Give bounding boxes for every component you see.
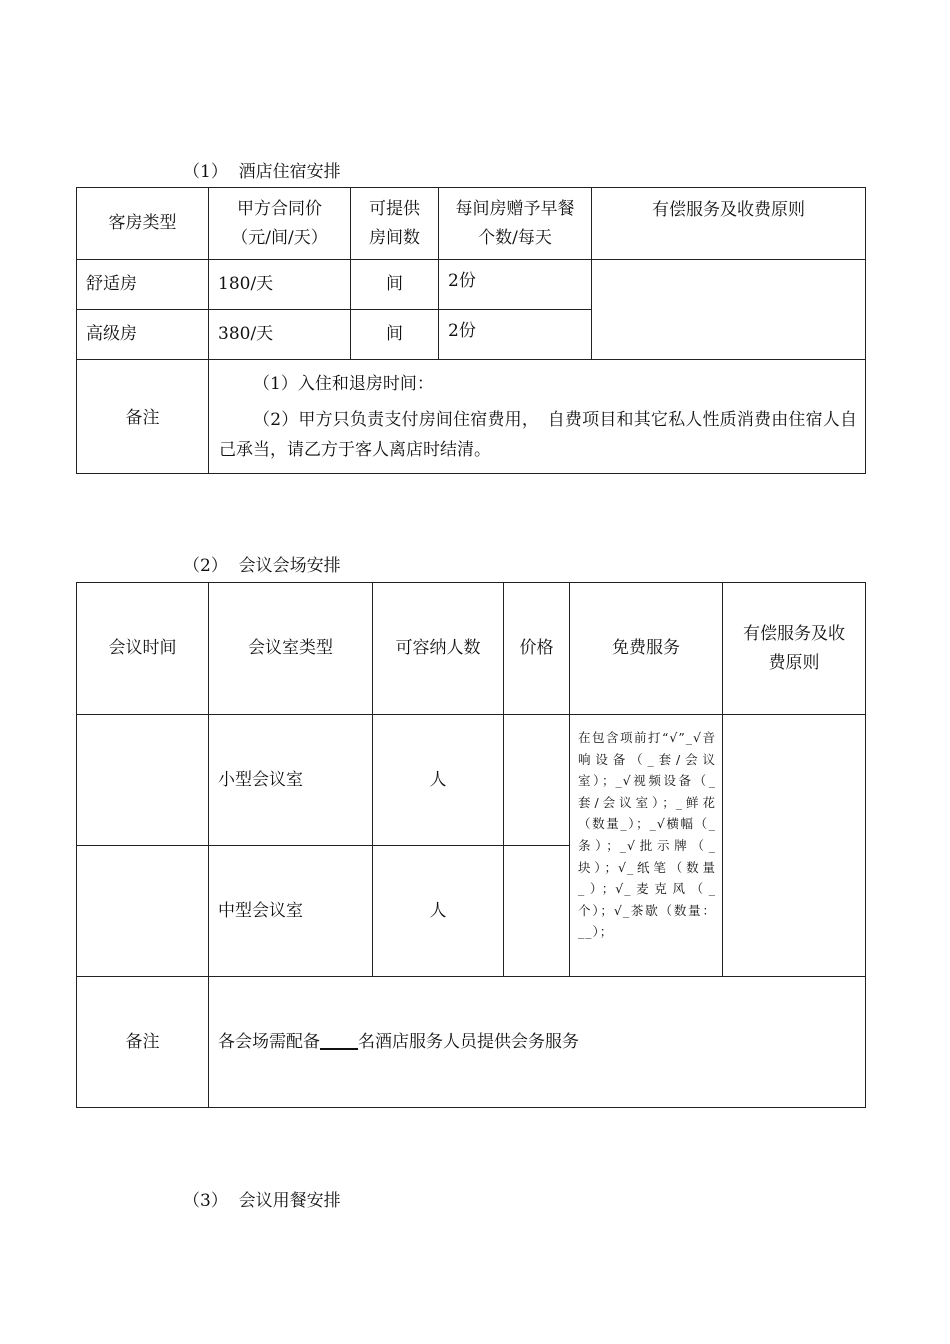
section-heading-meeting: （2） 会议会场安排	[183, 556, 341, 576]
breakfast-cell: 2份	[439, 310, 592, 360]
header-price: 价格	[504, 583, 570, 715]
breakfast-cell: 2份	[439, 260, 592, 310]
price-cell: 380/天	[209, 310, 351, 360]
header-rooms-line2: 房间数	[369, 227, 420, 248]
meeting-room-type-cell: 中型会议室	[209, 846, 373, 977]
price-cell	[504, 715, 570, 846]
remark-line-checkin: （1）入住和退房时间：	[253, 373, 434, 394]
free-service-cell: 在包含项前打“√”_√音响设备（_套/会议室）；_√视频设备（_套/会议室）；_鲜花（数量_）；_√横幅（_条）；_√批示牌（_块）；√_纸笔（数量_）；√_麦克风（_个）；√_茶歇（数量：__）；	[570, 715, 723, 977]
header-breakfast-line2: 个数/每天	[478, 227, 552, 248]
room-type-cell: 舒适房	[77, 260, 209, 310]
hotel-room-table	[76, 187, 866, 474]
price-cell: 180/天	[209, 260, 351, 310]
header-paid-service: 有偿服务及收费原则	[592, 188, 866, 260]
meeting-time-cell	[77, 715, 209, 846]
header-meeting-room-type: 会议室类型	[209, 583, 373, 715]
remark-suffix: 名酒店服务人员提供会务服务	[358, 1031, 579, 1052]
remark-content	[209, 360, 866, 474]
paid-service-cell	[723, 715, 866, 977]
remark-row	[77, 977, 866, 1108]
header-room-type: 客房类型	[77, 188, 209, 260]
header-paid-service: 有偿服务及收费原则	[723, 583, 866, 715]
remark-content	[209, 977, 866, 1108]
capacity-cell: 人	[373, 846, 504, 977]
paid-service-cell	[592, 260, 866, 360]
meeting-venue-table	[76, 582, 866, 1108]
room-type-cell: 高级房	[77, 310, 209, 360]
header-rooms-line1: 可提供	[369, 198, 420, 219]
fill-in-blank	[320, 1031, 358, 1050]
table-header-row	[77, 188, 866, 260]
header-price-line2: （元/间/天）	[231, 227, 328, 248]
price-cell	[504, 846, 570, 977]
header-contract-price	[209, 188, 351, 260]
remark-line-payment: （2）甲方只负责支付房间住宿费用， 自费项目和其它私人性质消费由住宿人自己承当，请乙方于客人离店时结清。	[219, 409, 857, 460]
meeting-time-cell	[77, 846, 209, 977]
header-breakfast	[439, 188, 592, 260]
header-breakfast-line1: 每间房赠予早餐	[455, 198, 575, 219]
header-available-rooms	[351, 188, 439, 260]
header-price-line1: 甲方合同价	[237, 198, 322, 219]
remark-row	[77, 360, 866, 474]
table-row	[77, 715, 866, 846]
header-meeting-time: 会议时间	[77, 583, 209, 715]
section-heading-hotel: （1） 酒店住宿安排	[183, 162, 341, 182]
rooms-cell: 间	[351, 260, 439, 310]
table-header-row	[77, 583, 866, 715]
remark-label: 备注	[77, 360, 209, 474]
section-heading-meals: （3） 会议用餐安排	[183, 1191, 341, 1211]
capacity-cell: 人	[373, 715, 504, 846]
remark-label: 备注	[77, 977, 209, 1108]
rooms-cell: 间	[351, 310, 439, 360]
table-row	[77, 260, 866, 310]
meeting-room-type-cell: 小型会议室	[209, 715, 373, 846]
header-free-service: 免费服务	[570, 583, 723, 715]
header-capacity: 可容纳人数	[373, 583, 504, 715]
remark-prefix: 各会场需配备	[218, 1031, 320, 1052]
